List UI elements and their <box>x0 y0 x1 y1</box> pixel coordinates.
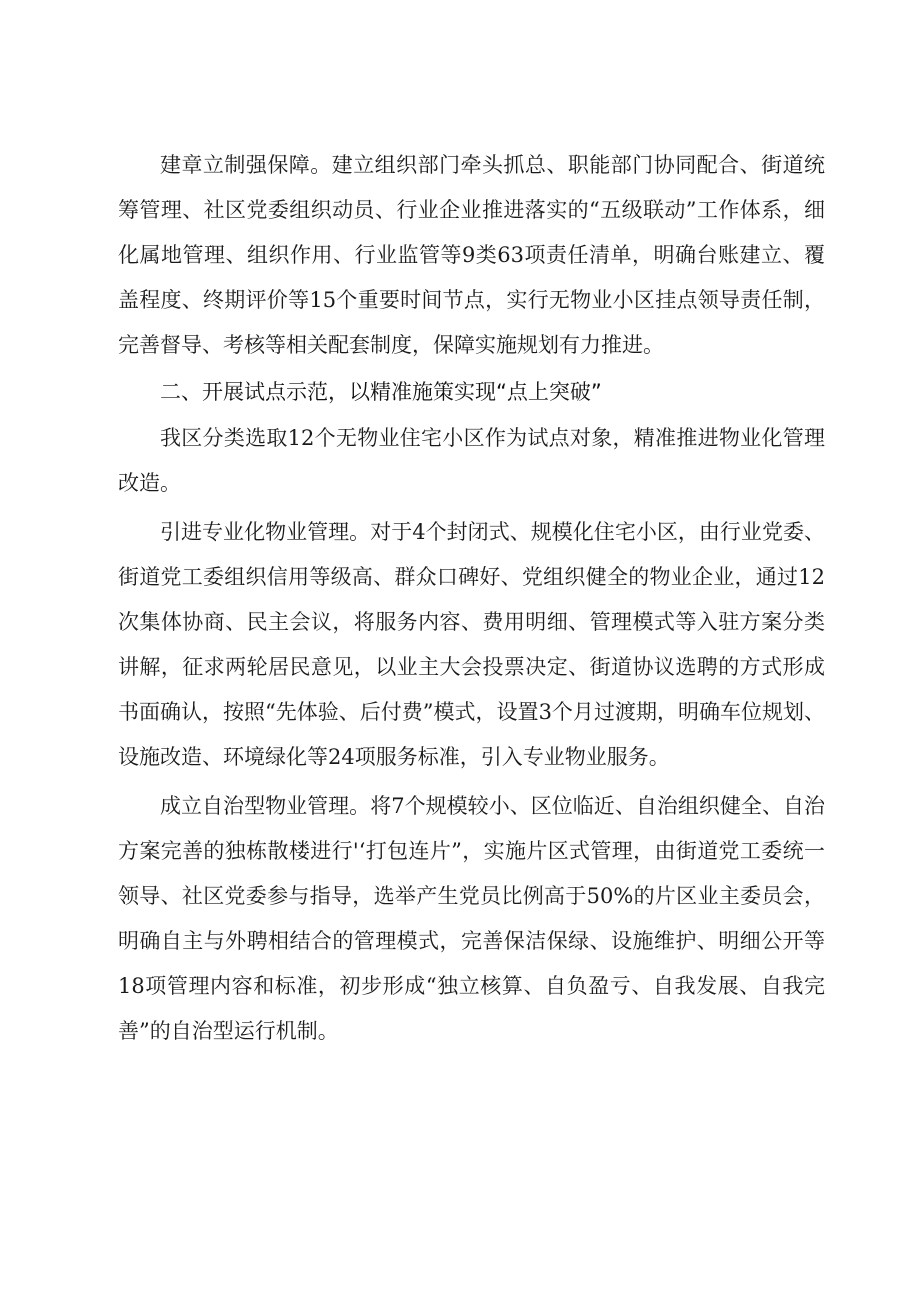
document-page <box>118 143 825 1054</box>
paragraph-self-governed-management: 成立自治型物业管理。将7个规模较小、区位临近、自治组织健全、自治方案完善的独栋散楼进行'‘打包连片”，实施片区式管理，由街道党工委统一领导、社区党委参与指导，选举产生党员比例高于50%的片区业主委员会，明确自主与外聘相结合的管理模式，完善保洁保绿、设施维护、明细公开等18项管理内容和标准，初步形成“独立核算、自负盈亏、自我发展、自我完善”的自治型运行机制。 <box>118 794 825 1043</box>
paragraph-professional-management: 引进专业化物业管理。对于4个封闭式、规模化住宅小区，由行业党委、街道党工委组织信用等级高、群众口碑好、党组织健全的物业企业，通过12次集体协商、民主会议，将服务内容、费用明细、管理模式等入驻方案分类讲解，征求两轮居民意见，以业主大会投票决定、街道协议选聘的方式形成书面确认，按照“先体验、后付费”模式，设置3个月过渡期，明确车位规划、设施改造、环境绿化等24项服务标准，引入专业物业服务。 <box>118 520 825 769</box>
paragraph-pilot-selection: 我区分类选取12个无物业住宅小区作为试点对象，精准推进物业化管理改造。 <box>118 426 825 495</box>
section-heading-pilot: 二、开展试点示范，以精准施策实现“点上突破” <box>160 380 602 404</box>
paragraph-rules-guarantee: 建章立制强保障。建立组织部门牵头抓总、职能部门协同配合、街道统筹管理、社区党委组织动员、行业企业推进落实的“五级联动”工作体系，细化属地管理、组织作用、行业监管等9类63项责任清单，明确台账建立、覆盖程度、终期评价等15个重要时间节点，实行无物业小区挂点领导责任制，完善督导、考核等相关配套制度，保障实施规划有力推进。 <box>118 153 825 357</box>
